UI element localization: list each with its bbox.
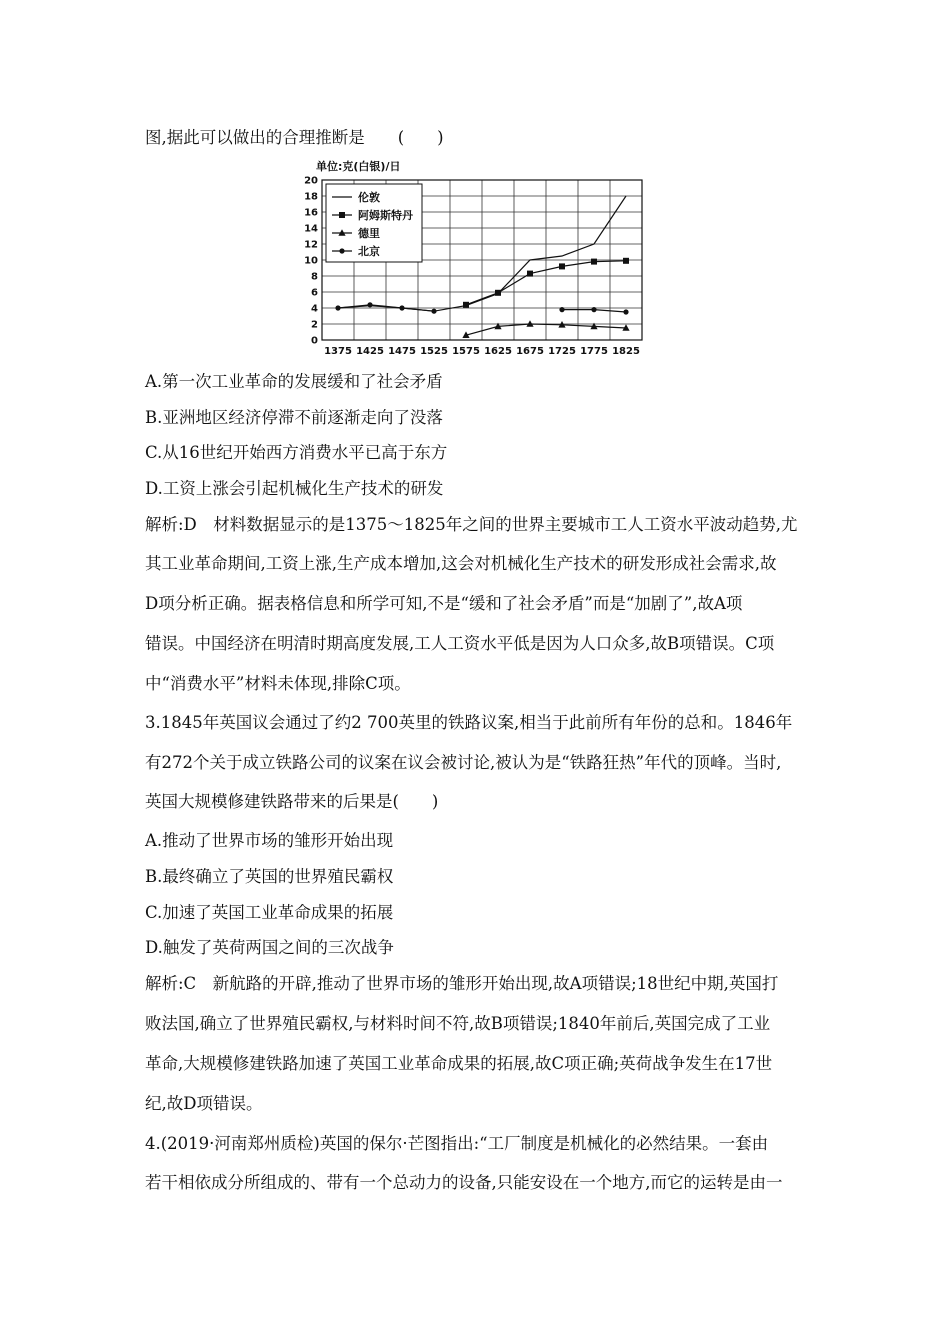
data-point-3 [559,307,564,312]
y-tick-label: 6 [311,287,318,299]
x-tick-label: 1475 [388,346,416,357]
option-c: C.从16世纪开始西方消费水平已高于东方 [145,443,448,462]
question-3-line-1: 3.1845年英国议会通过了约2 700英里的铁路议案,相当于此前所有年份的总和。1846年 [145,713,793,732]
legend-label: 伦敦 [358,191,380,204]
y-tick-label: 14 [304,223,318,235]
x-tick-label: 1425 [356,346,384,357]
y-tick-label: 10 [304,255,318,267]
legend-label: 阿姆斯特丹 [358,209,413,222]
analysis-line-4: 错误。中国经济在明清时期高度发展,工人工资水平低是因为人口众多,故B项错误。C项 [145,634,775,653]
y-tick-label: 4 [311,303,318,315]
data-point-1 [591,259,597,265]
q3-analysis-line-1: 解析:C 新航路的开辟,推动了世界市场的雏形开始出现,故A项错误;18世纪中期,英国打 [145,974,779,993]
data-point-1 [527,271,533,277]
analysis-line-5: 中“消费水平”材料未体现,排除C项。 [145,674,411,693]
legend-label: 德里 [358,227,380,240]
data-point-1 [495,290,501,296]
q3-analysis-line-4: 纪,故D项错误。 [145,1094,263,1113]
data-point-3 [431,309,436,314]
question-4-line-2: 若干相依成分所组成的、带有一个总动力的设备,只能安设在一个地方,而它的运转是由一 [145,1173,783,1192]
q3-analysis-line-2: 败法国,确立了世界殖民霸权,与材料时间不符,故B项错误;1840年前后,英国完成了工业 [145,1014,771,1033]
x-tick-label: 1625 [484,346,512,357]
data-point-3 [399,305,404,310]
option-a: A.第一次工业革命的发展缓和了社会矛盾 [145,372,443,391]
analysis-line-3: D项分析正确。据表格信息和所学可知,不是“缓和了社会矛盾”而是“加剧了”,故A项 [145,594,743,613]
option-d: D.工资上涨会引起机械化生产技术的研发 [145,479,444,498]
q3-option-c: C.加速了英国工业革命成果的拓展 [145,903,394,922]
chart-unit-label: 单位:克(白银)/日 [316,160,401,173]
y-tick-label: 20 [304,175,318,187]
x-tick-label: 1775 [580,346,608,357]
legend-marker [339,248,344,253]
question-3-line-2: 有272个关于成立铁路公司的议案在议会被讨论,被认为是“铁路狂热”年代的顶峰。当时, [145,753,782,772]
legend-marker [339,212,345,218]
x-tick-label: 1525 [420,346,448,357]
q3-analysis-line-3: 革命,大规模修建铁路加速了英国工业革命成果的拓展,故C项正确;英荷战争发生在17世 [145,1054,773,1073]
data-point-1 [559,263,565,269]
analysis-line-1: 解析:D 材料数据显示的是1375～1825年之间的世界主要城市工人工资水平波动趋势,尤 [145,515,798,534]
data-point-3 [591,307,596,312]
y-tick-label: 8 [311,271,318,283]
y-tick-label: 18 [304,191,318,203]
data-point-1 [623,258,629,264]
x-tick-label: 1375 [324,346,352,357]
y-tick-label: 2 [311,319,318,331]
analysis-line-2: 其工业革命期间,工资上涨,生产成本增加,这会对机械化生产技术的研发形成社会需求,故 [145,554,777,573]
y-tick-label: 16 [304,207,318,219]
data-point-3 [367,302,372,307]
legend-label: 北京 [358,245,380,258]
line-intro: 图,据此可以做出的合理推断是 ( ) [145,128,444,147]
q3-option-d: D.触发了英荷两国之间的三次战争 [145,938,394,957]
x-tick-label: 1725 [548,346,576,357]
q3-option-b: B.最终确立了英国的世界殖民霸权 [145,867,394,886]
x-tick-label: 1825 [612,346,640,357]
data-point-3 [335,305,340,310]
x-tick-label: 1575 [452,346,480,357]
question-4-line-1: 4.(2019·河南郑州质检)英国的保尔·芒图指出:“工厂制度是机械化的必然结果。一套由 [145,1134,769,1153]
data-point-1 [463,302,469,308]
data-point-3 [623,309,628,314]
x-tick-label: 1675 [516,346,544,357]
wage-line-chart [290,156,650,361]
q3-option-a: A.推动了世界市场的雏形开始出现 [145,831,394,850]
question-3-line-3: 英国大规模修建铁路带来的后果是( ) [145,792,439,811]
y-tick-label: 0 [311,335,318,347]
y-tick-label: 12 [304,239,318,251]
option-b: B.亚洲地区经济停滞不前逐渐走向了没落 [145,408,443,427]
